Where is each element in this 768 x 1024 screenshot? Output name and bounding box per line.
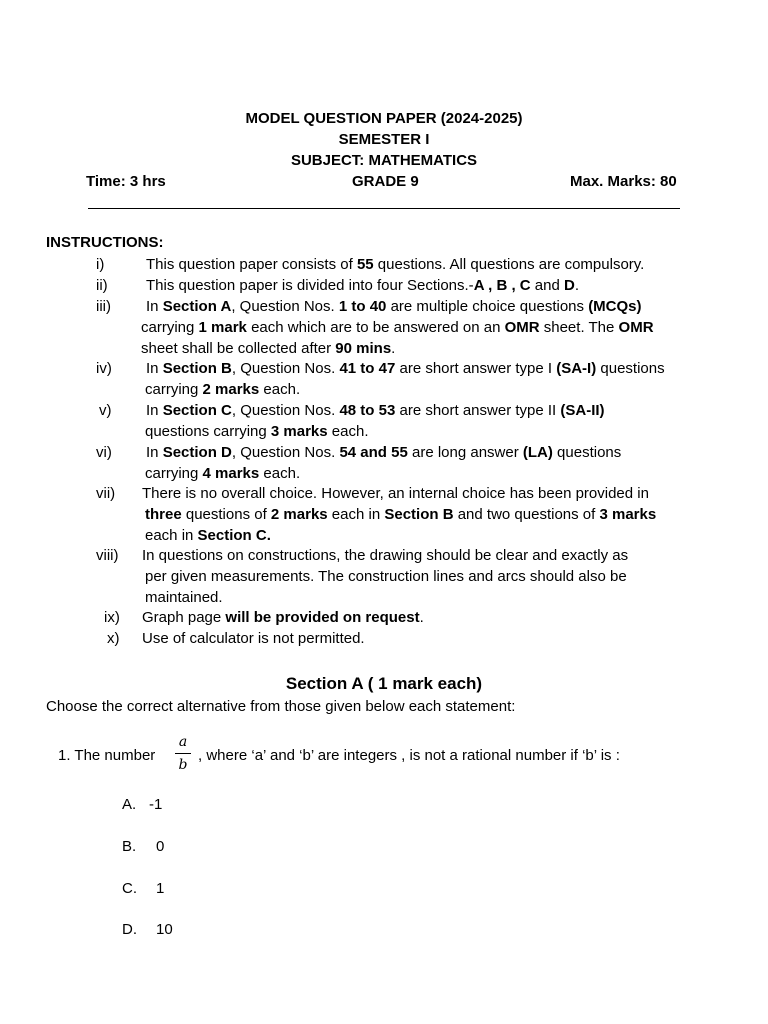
emphasis-text: Section A <box>162 298 232 315</box>
option-letter: B. <box>122 838 137 855</box>
instruction-line: There is no overall choice. However, an internal choice has been provided in <box>142 485 649 502</box>
emphasis-text: (LA) <box>522 444 553 461</box>
section-a-subheading: Choose the correct alternative from those given below each statement: <box>46 698 516 715</box>
option-value: 0 <box>156 838 165 855</box>
emphasis-text: 1 to 40 <box>338 298 387 315</box>
instruction-number: x) <box>107 630 120 647</box>
emphasis-text: (MCQs) <box>588 298 642 315</box>
instruction-number: iii) <box>96 298 111 315</box>
instruction-number: vi) <box>96 444 112 461</box>
instruction-line: In Section A, Question Nos. 1 to 40 are multiple choice questions (MCQs) <box>146 298 642 315</box>
emphasis-text: OMR <box>618 318 654 336</box>
emphasis-text: 54 and 55 <box>339 444 408 461</box>
fraction-a-over-b <box>173 734 193 773</box>
instruction-number: viii) <box>96 547 119 564</box>
paper-title: MODEL QUESTION PAPER (2024-2025) <box>245 110 523 127</box>
emphasis-text: 4 marks <box>202 464 260 482</box>
instruction-number: ix) <box>104 609 120 626</box>
instruction-line: maintained. <box>145 588 223 606</box>
instruction-number: vii) <box>96 485 116 502</box>
instruction-line: In questions on constructions, the drawing should be clear and exactly as <box>142 547 629 564</box>
question-1-lead: 1. The number <box>58 747 156 764</box>
option-letter: C. <box>122 880 137 897</box>
max-marks-label: Max. Marks: 80 <box>570 173 677 190</box>
subject-label: SUBJECT: MATHEMATICS <box>290 152 478 169</box>
instruction-line: Graph page will be provided on request. <box>142 609 424 626</box>
emphasis-text: D <box>564 277 575 294</box>
instruction-line: carrying 2 marks each. <box>145 380 301 398</box>
option-value: 10 <box>156 921 173 938</box>
emphasis-text: Section B <box>384 505 454 523</box>
header-divider <box>88 208 680 209</box>
option-value: -1 <box>149 796 163 813</box>
emphasis-text: 1 mark <box>198 318 247 336</box>
option-letter: A. <box>122 796 137 813</box>
emphasis-text: A , B , C <box>473 277 531 294</box>
emphasis-text: Section B <box>162 360 232 377</box>
emphasis-text: three <box>145 505 182 523</box>
emphasis-text: 90 mins <box>335 339 392 357</box>
option-letter: D. <box>122 921 137 938</box>
emphasis-text: 2 marks <box>202 380 260 398</box>
instruction-line: This question paper is divided into four Sections.-A , B , C and D. <box>146 277 580 294</box>
emphasis-text: 48 to 53 <box>339 402 396 419</box>
grade-label: GRADE 9 <box>352 173 419 190</box>
instruction-line: In Section B, Question Nos. 41 to 47 are short answer type I (SA-I) questions <box>146 360 665 377</box>
emphasis-text: 3 marks <box>599 505 657 523</box>
instruction-line: In Section D, Question Nos. 54 and 55 are long answer (LA) questions <box>146 444 622 461</box>
emphasis-text: (SA-I) <box>556 360 597 377</box>
option-value: 1 <box>156 880 165 897</box>
question-1-text: , where ‘a’ and ‘b’ are integers , is not a rational number if ‘b’ is : <box>198 747 620 764</box>
instruction-line: each in Section C. <box>145 526 271 544</box>
instruction-line: per given measurements. The construction lines and arcs should also be <box>145 567 627 585</box>
instruction-number: ii) <box>96 277 108 294</box>
instruction-line: Use of calculator is not permitted. <box>142 630 365 647</box>
instruction-number: iv) <box>96 360 112 377</box>
emphasis-text: will be provided on request <box>225 609 420 626</box>
fraction-bar <box>175 753 191 754</box>
instruction-number: v) <box>99 402 112 419</box>
instruction-line: three questions of 2 marks each in Section B and two questions of 3 marks <box>145 505 657 523</box>
emphasis-text: 41 to 47 <box>339 360 396 377</box>
fraction-numerator: a <box>178 734 188 750</box>
instruction-line: carrying 1 mark each which are to be answered on an OMR sheet. The OMR <box>141 318 654 336</box>
instruction-line: In Section C, Question Nos. 48 to 53 are short answer type II (SA-II) <box>146 402 605 419</box>
instruction-number: i) <box>96 256 105 273</box>
instruction-line: sheet shall be collected after 90 mins. <box>141 339 396 357</box>
instruction-line: questions carrying 3 marks each. <box>145 422 369 440</box>
section-a-heading: Section A ( 1 mark each) <box>285 674 483 693</box>
instruction-line: carrying 4 marks each. <box>145 464 301 482</box>
emphasis-text: Section C <box>162 402 232 419</box>
fraction-denominator: b <box>178 757 188 773</box>
instruction-line: This question paper consists of 55 questions. All questions are compulsory. <box>146 256 645 273</box>
instructions-heading: INSTRUCTIONS: <box>46 234 164 251</box>
semester-label: SEMESTER I <box>338 131 430 148</box>
emphasis-text: OMR <box>504 318 540 336</box>
emphasis-text: Section C. <box>197 526 271 544</box>
emphasis-text: 3 marks <box>270 422 328 440</box>
emphasis-text: Section D <box>162 444 232 461</box>
emphasis-text: (SA-II) <box>560 402 605 419</box>
emphasis-text: 55 <box>356 256 374 273</box>
time-label: Time: 3 hrs <box>86 173 166 190</box>
emphasis-text: 2 marks <box>270 505 328 523</box>
